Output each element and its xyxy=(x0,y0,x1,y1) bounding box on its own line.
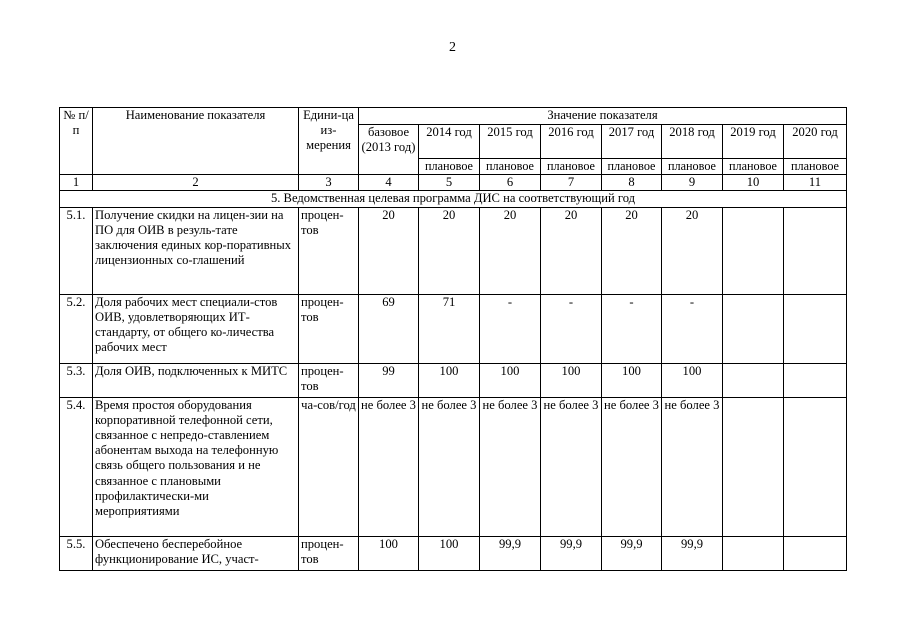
header-planned xyxy=(602,159,662,175)
row-unit: процен-тов xyxy=(299,207,359,294)
header-year-2020 xyxy=(784,125,847,159)
row-value: 100 xyxy=(602,363,662,397)
column-number: 6 xyxy=(480,175,541,191)
header-year-base xyxy=(359,125,419,175)
row-value xyxy=(723,536,784,570)
header-planned-text: плановое xyxy=(607,159,656,173)
row-value: 100 xyxy=(541,363,602,397)
header-year-2015 xyxy=(480,125,541,159)
row-value xyxy=(723,294,784,363)
row-number: 5.5. xyxy=(60,536,93,570)
header-planned-text: плановое xyxy=(668,159,716,173)
section-title: 5. Ведомственная целевая программа ДИС на соответствующий год xyxy=(60,191,847,207)
row-value: 100 xyxy=(419,536,480,570)
column-number: 10 xyxy=(723,175,784,191)
row-value: не более 3 xyxy=(602,397,662,536)
column-number: 1 xyxy=(60,175,93,191)
row-value: 100 xyxy=(662,363,723,397)
header-planned xyxy=(723,159,784,175)
row-value xyxy=(784,207,847,294)
column-number: 11 xyxy=(784,175,847,191)
row-name: Время простоя оборудования корпоративной телефонной сети, связанное с непредо-ставлением абонентам выхода на телефонную связь общего пользования и не связанное с плановыми профилактически-ми мероприятиями xyxy=(93,397,299,536)
header-year-2015-text: 2015 год xyxy=(487,125,533,139)
row-value: 20 xyxy=(359,207,419,294)
column-number: 4 xyxy=(359,175,419,191)
header-unit-text: Едини-ца из-мерения xyxy=(303,108,354,153)
row-value: 20 xyxy=(419,207,480,294)
column-number: 7 xyxy=(541,175,602,191)
header-year-2016 xyxy=(541,125,602,159)
column-number: 2 xyxy=(93,175,299,191)
row-value xyxy=(723,363,784,397)
row-value: 69 xyxy=(359,294,419,363)
header-name xyxy=(93,108,299,175)
table-row xyxy=(60,536,847,570)
column-number: 8 xyxy=(602,175,662,191)
row-value xyxy=(784,536,847,570)
table-row xyxy=(60,207,847,294)
row-value: не более 3 xyxy=(541,397,602,536)
row-value: 100 xyxy=(419,363,480,397)
row-value xyxy=(723,397,784,536)
row-unit: ча-сов/год xyxy=(299,397,359,536)
row-value: - xyxy=(480,294,541,363)
header-planned-text: плановое xyxy=(425,159,473,173)
header-name-text: Наименование показателя xyxy=(125,108,266,122)
row-name: Доля ОИВ, подключенных к МИТС xyxy=(93,363,299,397)
row-value: 99 xyxy=(359,363,419,397)
header-num-text: № п/п xyxy=(63,108,89,138)
header-planned-text: плановое xyxy=(486,159,534,173)
header-year-2019 xyxy=(723,125,784,159)
row-value: - xyxy=(541,294,602,363)
header-year-2018 xyxy=(662,125,723,159)
header-year-2017 xyxy=(602,125,662,159)
table-row xyxy=(60,294,847,363)
row-value: 71 xyxy=(419,294,480,363)
header-value-group-text: Значение показателя xyxy=(547,108,658,122)
header-planned-text: плановое xyxy=(729,159,777,173)
row-value xyxy=(784,363,847,397)
header-year-2018-text: 2018 год xyxy=(669,125,715,139)
column-number: 3 xyxy=(299,175,359,191)
header-planned xyxy=(662,159,723,175)
header-year-2014 xyxy=(419,125,480,159)
row-value: не более 3 xyxy=(480,397,541,536)
row-value xyxy=(723,207,784,294)
row-value: 99,9 xyxy=(662,536,723,570)
header-year-2017-text: 2017 год xyxy=(608,125,655,139)
header-planned xyxy=(784,159,847,175)
column-number-row xyxy=(60,175,847,191)
page-number: 2 xyxy=(449,40,456,55)
header-year-base-text: базовое (2013 год) xyxy=(361,125,416,155)
header-planned xyxy=(480,159,541,175)
row-value: 99,9 xyxy=(480,536,541,570)
header-planned xyxy=(541,159,602,175)
row-value: - xyxy=(602,294,662,363)
column-number: 9 xyxy=(662,175,723,191)
header-year-2016-text: 2016 год xyxy=(548,125,594,139)
header-row xyxy=(60,108,847,125)
row-value xyxy=(784,397,847,536)
row-number: 5.1. xyxy=(60,207,93,294)
row-value: 20 xyxy=(541,207,602,294)
row-value: 99,9 xyxy=(602,536,662,570)
row-value: не более 3 xyxy=(359,397,419,536)
table-row xyxy=(60,363,847,397)
row-number: 5.2. xyxy=(60,294,93,363)
row-unit: процен-тов xyxy=(299,294,359,363)
row-value xyxy=(784,294,847,363)
row-value: 20 xyxy=(602,207,662,294)
indicator-table xyxy=(59,107,847,571)
row-value: 100 xyxy=(480,363,541,397)
table-row xyxy=(60,397,847,536)
row-name: Обеспечено бесперебойное функционирование ИС, участ- xyxy=(93,536,299,570)
header-planned xyxy=(419,159,480,175)
row-value: 99,9 xyxy=(541,536,602,570)
header-value-group xyxy=(359,108,847,125)
header-planned-text: плановое xyxy=(791,159,839,173)
header-num xyxy=(60,108,93,175)
header-year-2014-text: 2014 год xyxy=(426,125,472,139)
row-value: 20 xyxy=(662,207,723,294)
row-unit: процен-тов xyxy=(299,363,359,397)
header-planned-text: плановое xyxy=(547,159,595,173)
row-unit: процен-тов xyxy=(299,536,359,570)
header-unit xyxy=(299,108,359,175)
row-value: 100 xyxy=(359,536,419,570)
row-value: не более 3 xyxy=(419,397,480,536)
column-number: 5 xyxy=(419,175,480,191)
header-year-2020-text: 2020 год xyxy=(792,125,838,139)
section-row xyxy=(60,191,847,207)
row-value: 20 xyxy=(480,207,541,294)
row-value: - xyxy=(662,294,723,363)
row-number: 5.3. xyxy=(60,363,93,397)
row-name: Доля рабочих мест специали-стов ОИВ, удовлетворяющих ИТ-стандарту, от общего ко-личества рабочих мест xyxy=(93,294,299,363)
header-year-2019-text: 2019 год xyxy=(730,125,776,139)
row-value: не более 3 xyxy=(662,397,723,536)
row-name: Получение скидки на лицен-зии на ПО для ОИВ в резуль-тате заключения единых кор-поративных лицензионных со-глашений xyxy=(93,207,299,294)
row-number: 5.4. xyxy=(60,397,93,536)
